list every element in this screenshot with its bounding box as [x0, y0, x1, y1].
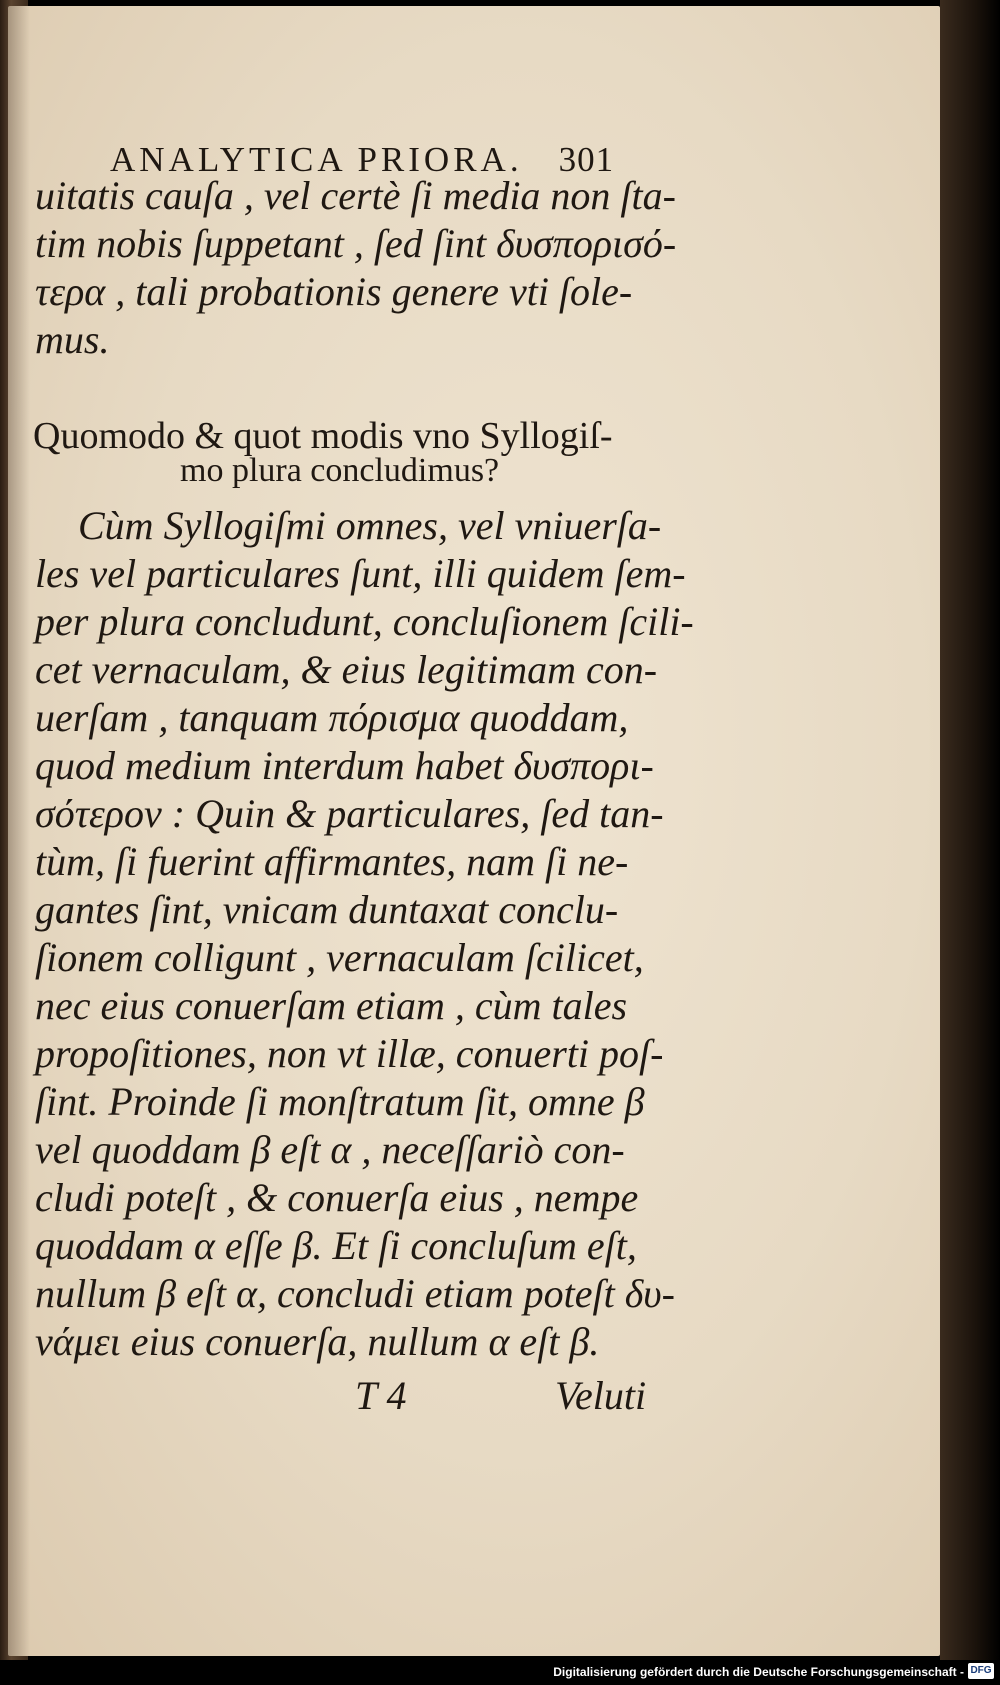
text-line: per plura concludunt, concluſionem ſcili- — [35, 599, 694, 644]
text-line: ſionem colligunt , vernaculam ſcilicet, — [35, 935, 644, 980]
text-line: propoſitiones, non vt illæ, conuerti poſ- — [35, 1031, 664, 1076]
signature-mark: T 4 — [355, 1373, 407, 1418]
section-heading-line2: mo plura concludimus? — [180, 452, 500, 489]
text-line: tùm, ſi fuerint affirmantes, nam ſi ne- — [35, 839, 629, 884]
text-line: nullum β eſt α, concludi etiam poteſt δυ- — [35, 1271, 675, 1316]
text-line: gantes ſint, vnicam duntaxat conclu- — [35, 887, 619, 932]
section-heading-line1: Quomodo & quot modis vno Syllogiſ- — [33, 415, 613, 457]
text-line: vel quoddam β eſt α , neceſſariò con- — [35, 1127, 625, 1172]
text-line: cludi poteſt , & conuerſa eius , nempe — [35, 1175, 639, 1220]
text-line: νάμει eius conuerſa, nullum α eſt β. — [35, 1319, 600, 1364]
text-line: mus. — [35, 317, 110, 362]
text-line: uitatis cauſa , vel certè ſi media non ſta- — [35, 173, 676, 218]
header-title: ANALYTICA PRIORA. — [110, 140, 523, 179]
page-gutter-shadow — [8, 6, 30, 1656]
text-line: Cùm Syllogiſmi omnes, vel vniuerſa- — [78, 503, 662, 548]
catchword: Veluti — [555, 1373, 647, 1418]
text-line: nec eius conuerſam etiam , cùm tales — [35, 983, 628, 1028]
book-edge-right — [940, 0, 1000, 1660]
text-line: ſint. Proinde ſi monſtratum ſit, omne β — [35, 1079, 645, 1124]
text-line: les vel particulares ſunt, illi quidem ſem- — [35, 551, 686, 596]
dfg-logo: DFG — [968, 1663, 994, 1679]
text-line: σότερον : Quin & particulares, ſed tan- — [35, 791, 664, 836]
page-number: 301 — [558, 140, 615, 179]
credit-text: Digitalisierung gefördert durch die Deutsche Forschungsgemeinschaft - — [553, 1665, 964, 1679]
text-line: tim nobis ſuppetant , ſed ſint δυσπορισό- — [35, 221, 677, 266]
text-line: quoddam α eſſe β. Et ſi concluſum eſt, — [35, 1223, 637, 1268]
text-line: cet vernaculam, & eius legitimam con- — [35, 647, 658, 692]
text-line: uerſam , tanquam πόρισμα quoddam, — [35, 695, 629, 740]
text-line: quod medium interdum habet δυσπορι- — [35, 743, 654, 788]
text-line: τερα , tali probationis genere vti ſole- — [35, 269, 633, 314]
